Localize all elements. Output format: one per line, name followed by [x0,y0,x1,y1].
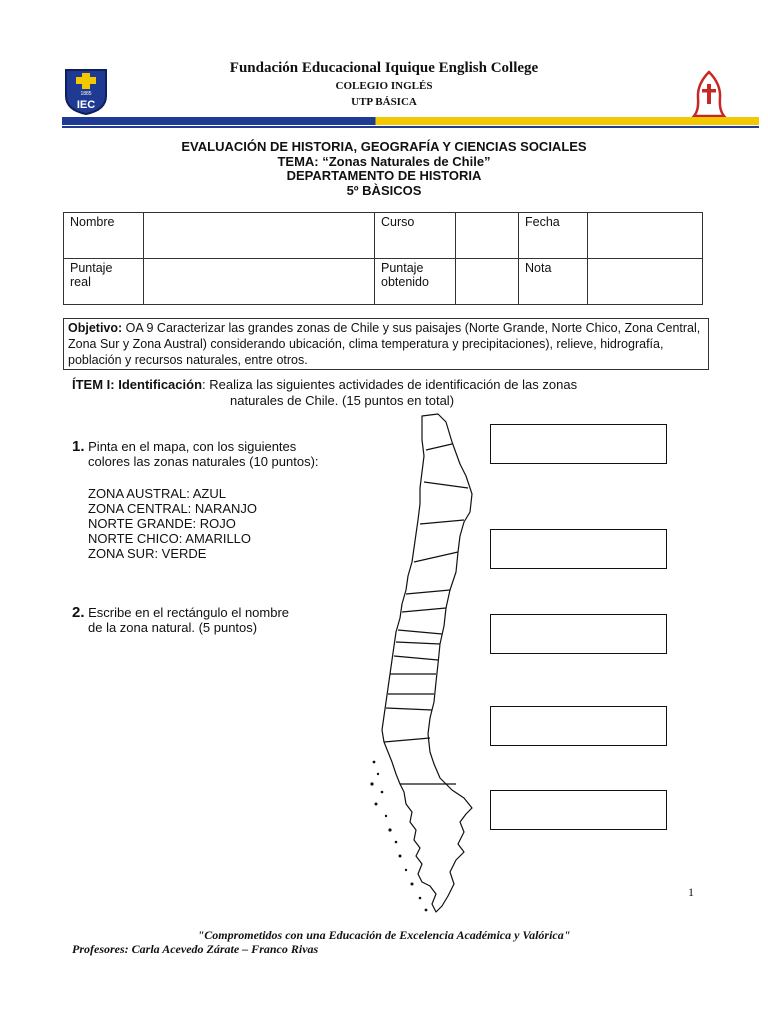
item-heading: ÍTEM I: Identificación: Realiza las siguientes actividades de identificación de las zonas naturales de Chile. (15 puntos en total) [72,377,578,408]
fecha-field[interactable] [588,213,703,259]
chile-outline [382,414,472,912]
region-border [426,444,452,450]
question-1: 1. Pinta en el mapa, con los siguientes colores las zonas naturales (10 puntos): [72,438,319,469]
nota-field[interactable] [588,259,703,305]
flame-cross-logo [690,70,728,118]
region-border [420,520,464,524]
question-2-number: 2. [72,604,85,621]
item-label: ÍTEM I: Identificación [72,377,203,392]
nombre-label: Nombre [64,213,144,259]
curso-field[interactable] [456,213,519,259]
fecha-label: Fecha [519,213,588,259]
school-name: COLEGIO INGLÉS [335,80,433,92]
color-item: ZONA SUR: VERDE [88,546,207,561]
color-item: ZONA CENTRAL: NARANJO [88,501,258,516]
region-border [414,552,458,562]
header-color-bar [62,117,759,125]
color-item: NORTE CHICO: AMARILLO [88,531,252,546]
objective-box [63,318,709,370]
answer-box-1[interactable] [490,424,667,464]
header-rule [62,126,759,128]
puntaje-real-field[interactable] [144,259,375,305]
page-number: 1 [688,885,694,899]
footer-motto: "Comprometidos con una Educación de Excelencia Académica y Valórica" [197,928,571,942]
region-border [386,708,432,710]
southern-islands [370,761,427,912]
objective-label: Objetivo: [68,321,123,335]
region-border [402,608,446,612]
department: DEPARTAMENTO DE HISTORIA [286,168,482,183]
crest-letters: IEC [76,99,96,111]
region-border [406,590,450,594]
answer-box-2[interactable] [490,529,667,569]
curso-label: Curso [375,213,456,259]
answer-box-5[interactable] [490,790,667,830]
exam-topic: TEMA: “Zonas Naturales de Chile” [277,154,491,169]
region-border [396,642,440,644]
region-border [398,630,442,634]
color-item: ZONA AUSTRAL: AZUL [88,486,226,501]
answer-box-3[interactable] [490,614,667,654]
institution-name: Fundación Educacional Iquique English College [229,60,539,76]
puntaje-obtenido-label: Puntaje obtenido [375,259,456,305]
unit-name: UTP BÁSICA [351,96,417,108]
question-1-number: 1. [72,438,85,455]
question-2: 2. Escribe en el rectángulo el nombre de la zona natural. (5 puntos) [72,604,290,635]
puntaje-obtenido-field[interactable] [456,259,519,305]
region-border [424,482,468,488]
exam-title: EVALUACIÓN DE HISTORIA, GEOGRAFÍA Y CIENCIAS SOCIALES [181,139,587,154]
footer-teachers: Profesores: Carla Acevedo Zárate – Franco Rivas [72,942,319,956]
puntaje-real-label: Puntaje real [64,259,144,305]
color-item: NORTE GRANDE: ROJO [88,516,236,531]
region-border [394,656,438,660]
student-info-table [63,212,703,305]
chile-map[interactable] [360,412,500,922]
nota-label: Nota [519,259,588,305]
answer-box-4[interactable] [490,706,667,746]
grade-level: 5º BÀSICOS [346,183,422,198]
color-list [88,486,257,561]
region-border [384,738,430,742]
objective-text: OA 9 Caracterizar las grandes zonas de Chile y sus paisajes (Norte Grande, Norte Chico, Zona Central, Zona Sur y Zona Austral) considerando ubicación, clima temperatura y precipitaciones), relieve, hidrografía, población y recursos naturales, entre otros. [68,321,701,367]
nombre-field[interactable] [144,213,375,259]
crest-year: 1885 [80,91,92,97]
